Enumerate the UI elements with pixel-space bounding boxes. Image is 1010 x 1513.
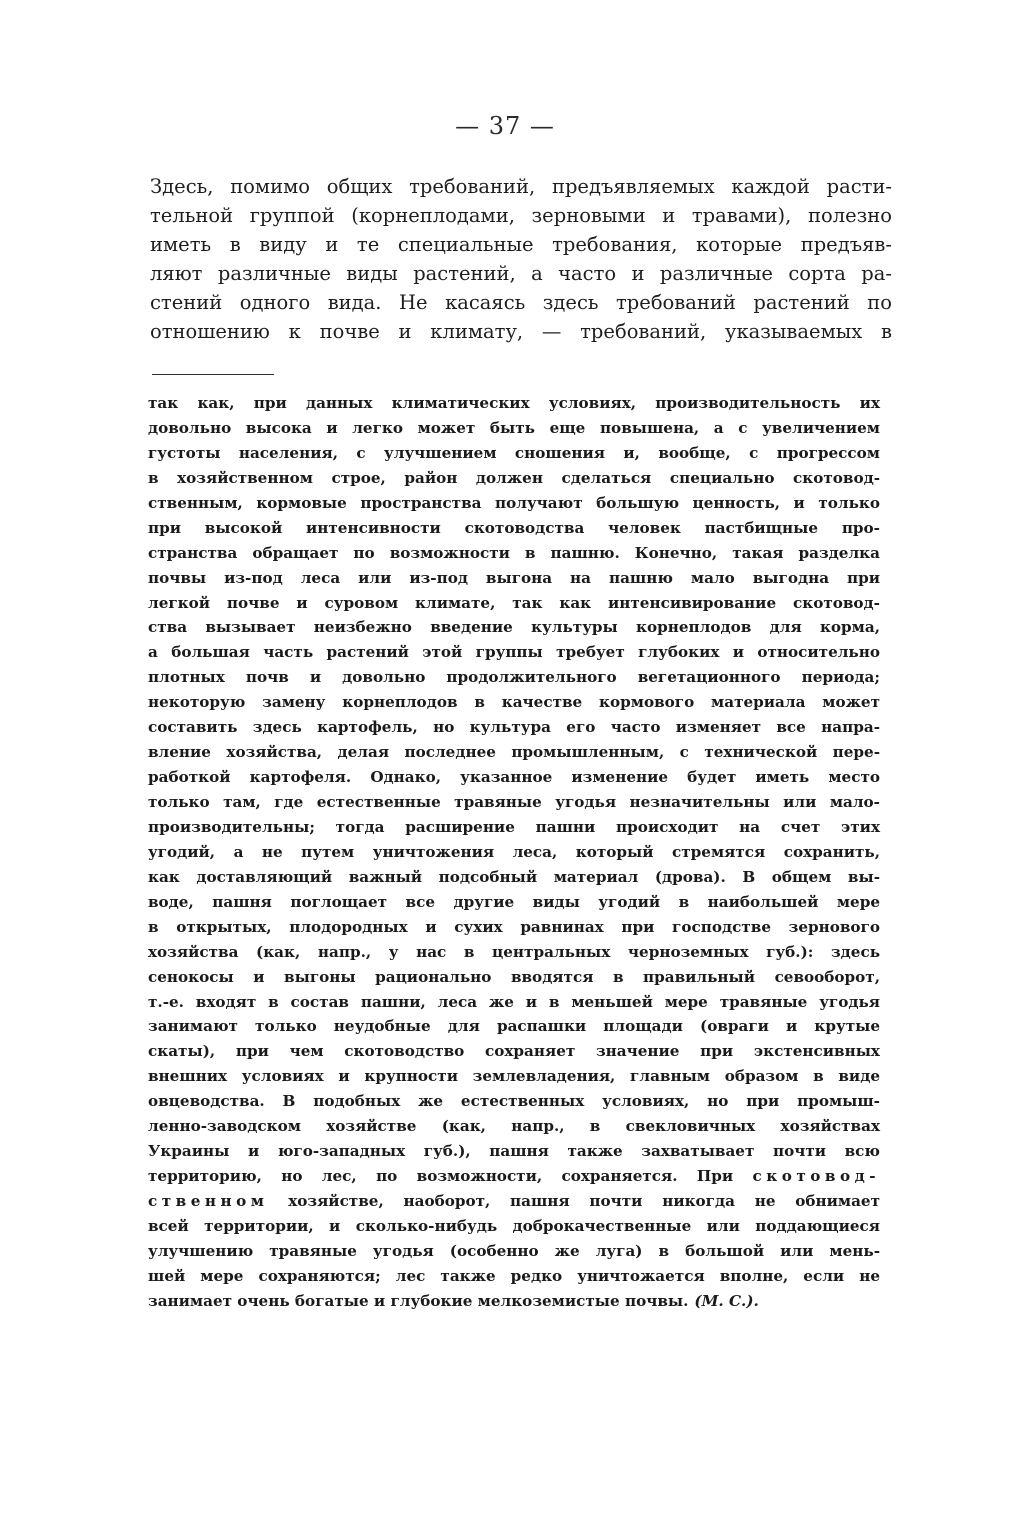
footnote-line-rest: хозяйстве, наоборот, пашня почти никогда не обнимает: [288, 1192, 880, 1210]
footnote-line: улучшению травяные угодья (особенно же луга) в большой или мень-: [148, 1241, 880, 1260]
page-number: — 37 —: [455, 112, 555, 140]
footnote-line: только там, где естественные травяные угодья незначительны или мало-: [148, 793, 880, 811]
footnote-line: так как, при данных климатических условиях, производительность их: [148, 394, 880, 412]
footnote-line: угодий, а не путем уничтожения леса, который стремятся сохранить,: [148, 842, 880, 861]
footnote-line: занимают только неудобные для распашки площади (овраги и крутые: [148, 1017, 880, 1036]
footnote-line: в открытых, плодородных и сухих равнинах при господстве зернового: [148, 917, 880, 936]
main-text-line: ляют различные виды растений, а часто и различные сорта ра-: [150, 262, 892, 285]
footnote-line: шей мере сохраняются; лес также редко уничтожается вполне, если не: [148, 1266, 880, 1285]
footnote-line-with-spaced-word: [148, 1189, 880, 1214]
footnote-line: почвы из-под леса или из-под выгона на пашню мало выгодна при: [148, 568, 880, 587]
footnote-line: странства обращает по возможности в пашню. Конечно, такая разделка: [148, 543, 880, 562]
footnote-line: сенокосы и выгоны рационально вводятся в правильный севооборот,: [148, 967, 880, 986]
footnote-line: некоторую замену корнеплодов в качестве кормового материала может: [148, 693, 880, 712]
main-text-line: иметь в виду и те специальные требования, которые предъяв-: [150, 233, 892, 256]
footnote-last-line: [148, 1289, 880, 1314]
footnote-line: всей территории, и сколько-нибудь доброкачественные или поддающиеся: [148, 1216, 880, 1235]
footnote-separator: [152, 374, 274, 375]
footnote-line-start: территорию, но лес, по возможности, сохраняется. При: [148, 1167, 734, 1186]
footnote-line: т.-е. входят в состав пашни, леса же и в меньшей мере травяные угодья: [148, 992, 880, 1011]
footnote-line: воде, пашня поглощает все другие виды угодий в наибольшей мере: [148, 892, 880, 911]
footnote-line: ства вызывает неизбежно введение культуры корнеплодов для корма,: [148, 618, 880, 637]
footnote-line: в хозяйственном строе, район должен сделаться специально скотовод-: [148, 468, 880, 487]
footnote-line: а большая часть растений этой группы требует глубоких и относительно: [148, 643, 880, 662]
footnote-line: легкой почве и суровом климате, так как интенсивирование скотовод-: [148, 593, 880, 612]
main-text-line: стений одного вида. Не касаясь здесь требований растений по: [150, 291, 892, 314]
footnote-line: скаты), при чем скотоводство сохраняет значение при экстенсивных: [148, 1042, 880, 1061]
footnote-line: довольно высока и легко может быть еще повышена, а с увеличением: [148, 418, 880, 437]
footnote-line: работкой картофеля. Однако, указанное изменение будет иметь место: [148, 768, 880, 787]
main-text-line: отношению к почве и климату, — требований, указываемых в: [150, 320, 892, 343]
footnote-line: составить здесь картофель, но культура его часто изменяет все напра-: [148, 718, 880, 737]
footnote-line: при высокой интенсивности скотоводства человек пастбищные про-: [148, 518, 880, 537]
footnote-line: ленно-заводском хозяйстве (как, напр., в свекловичных хозяйствах: [148, 1117, 880, 1136]
footnote-line: внешних условиях и крупности землевладения, главным образом в виде: [148, 1067, 880, 1086]
footnote-line: хозяйства (как, напр., у нас в центральных черноземных губ.): здесь: [148, 942, 880, 961]
main-text-line: тельной группой (корнеплодами, зерновыми и травами), полезно: [150, 204, 892, 227]
footnote-line: как доставляющий важный подсобный материал (дрова). В общем вы-: [148, 867, 880, 886]
footnote-line: густоты населения, с улучшением сношения и, вообще, с прогрессом: [148, 443, 880, 462]
main-text-line: Здесь, помимо общих требований, предъявляемых каждой расти-: [150, 175, 892, 198]
footnote-line: Украины и юго-западных губ.), пашня также захватывает почти всю: [148, 1142, 880, 1161]
footnote-line: ственным, кормовые пространства получают большую ценность, и только: [148, 493, 880, 512]
main-text-block: [150, 172, 892, 346]
footnote-signature: (М. С.).: [694, 1291, 759, 1310]
footnote-line: овцеводства. В подобных же естественных условиях, но при промыш-: [148, 1092, 880, 1111]
footnote-line: плотных почв и довольно продолжительного вегетационного периода;: [148, 668, 880, 687]
spaced-emphasis-word: скотовод-: [752, 1167, 880, 1186]
footnote-line-with-spaced-word: [148, 1164, 880, 1189]
footnote-block: [148, 391, 880, 1314]
footnote-line: производительны; тогда расширение пашни происходит на счет этих: [148, 817, 880, 836]
footnote-last-text: занимает очень богатые и глубокие мелкоземистые почвы.: [148, 1291, 689, 1310]
footnote-line: вление хозяйства, делая последнее промышленным, с технической пере-: [148, 743, 880, 762]
spaced-emphasis-word: ственном: [148, 1192, 269, 1210]
